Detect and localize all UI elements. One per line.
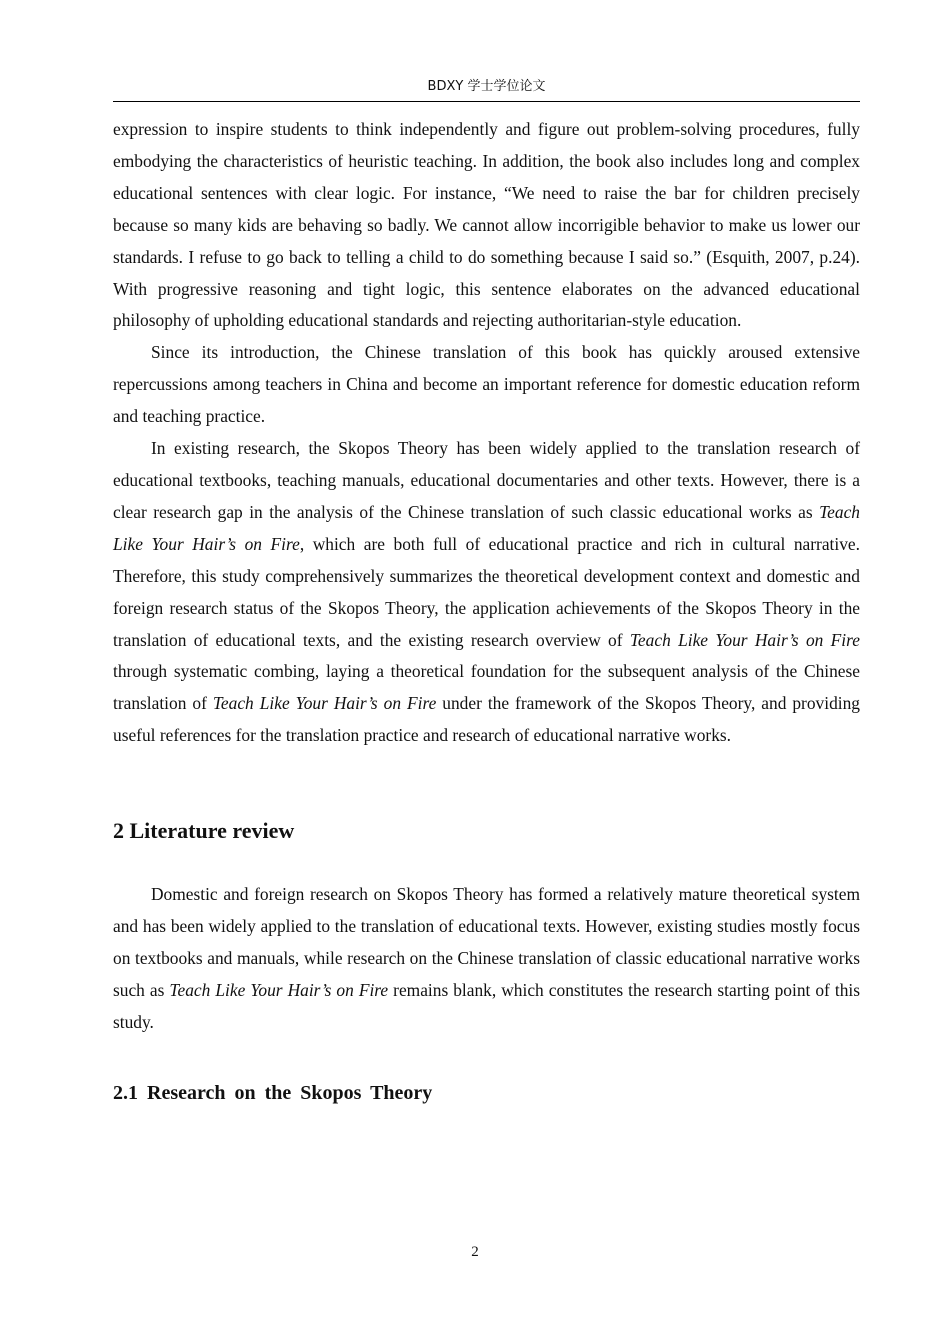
paragraph — [113, 879, 860, 1039]
book-title: Teach Like Your Hair’s on Fire — [169, 979, 389, 1000]
page-number: 2 — [471, 1244, 479, 1260]
paragraph-text: remains blank, which constitutes the research starting point of this study. — [113, 979, 861, 1032]
paragraph: Since its introduction, the Chinese translation of this book has quickly aroused extensive repercussions among teachers in China and become an important reference for domestic education reform and teaching practice. — [113, 342, 860, 427]
paragraph-text: under the framework of the Skopos Theory, and providing useful references for the translation practice and research of educational narrative works. — [113, 693, 860, 746]
page-body — [113, 114, 860, 1109]
paragraph — [113, 433, 860, 752]
book-title: Teach Like Your Hair’s on Fire — [113, 501, 860, 554]
subsection-heading: 2.1 Research on the Skopos Theory — [113, 1081, 433, 1104]
paragraph-text: In existing research, the Skopos Theory has been widely applied to the translation research of educational textbooks, teaching manuals, educational documentaries and other texts. However, there is a clear research gap in the analysis of the Chinese translation of such classic educational works as — [113, 438, 860, 522]
paragraph-text: , which are both full of educational practice and rich in cultural narrative. Therefore, this study comprehensively summarizes the theoretical development context and domestic and foreign research status of the Skopos Theory, the application achievements of the Skopos Theory in the translation of educational texts, and the existing research overview of — [113, 533, 860, 650]
section-heading: 2 Literature review — [113, 818, 295, 844]
running-header-title: BDXY 学士学位论文 — [427, 79, 546, 94]
running-header — [113, 76, 860, 102]
section-spacer — [113, 847, 860, 879]
section-spacer — [113, 752, 860, 815]
paragraph-text: Domestic and foreign research on Skopos Theory has formed a relatively mature theoretical system and has been widely applied to the translation of educational texts. However, existing studies mostly focus on textbooks and manuals, while research on the Chinese translation of classic educational narrative works such as — [113, 884, 860, 1000]
book-title: Teach Like Your Hair’s on Fire — [629, 629, 860, 650]
section-spacer — [113, 1039, 860, 1077]
book-title: Teach Like Your Hair’s on Fire — [212, 693, 437, 714]
paragraph-text: through systematic combing, laying a theoretical foundation for the subsequent analysis of the Chinese translation of — [113, 661, 860, 714]
paragraph-continued: expression to inspire students to think independently and figure out problem-solving procedures, fully embodying the characteristics of heuristic teaching. In addition, the book also includes long and complex educational sentences with clear logic. For instance, “We need to raise the bar for children precisely because so many kids are behaving so badly. We cannot allow incorrigible behavior to make us lower our standards. I refuse to go back to telling a child to do something because I said so.” (Esquith, 2007, p.24). With progressive reasoning and tight logic, this sentence elaborates on the advanced educational philosophy of upholding educational standards and rejecting authoritarian-style education. — [113, 119, 860, 331]
